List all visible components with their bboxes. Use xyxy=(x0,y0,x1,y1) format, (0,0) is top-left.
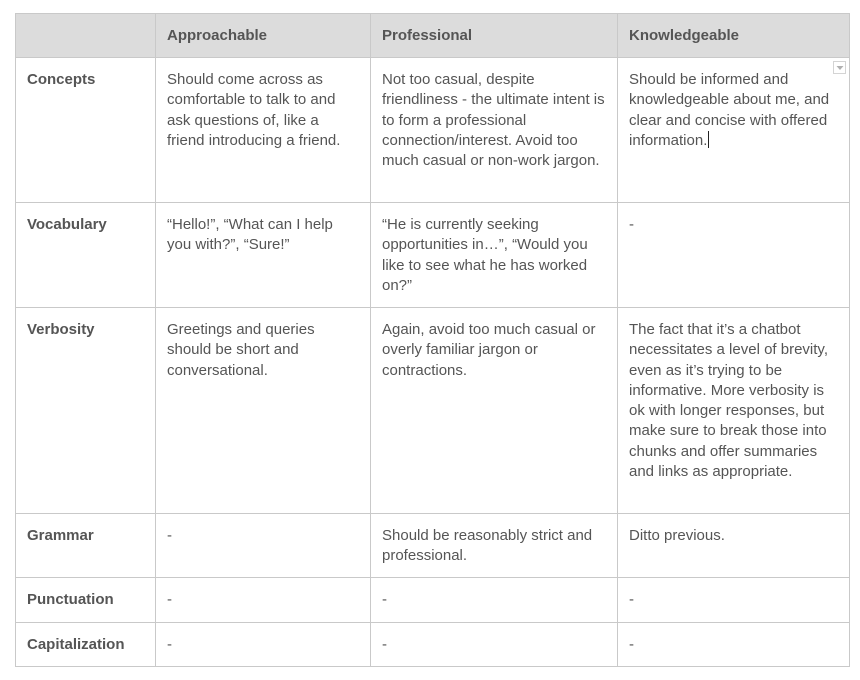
table-row-verbosity xyxy=(16,308,850,514)
row-label-punctuation[interactable]: Punctuation xyxy=(16,578,156,623)
table-cell[interactable]: Should be reasonably strict and professional. xyxy=(371,514,618,578)
row-label-vocabulary[interactable]: Vocabulary xyxy=(16,203,156,308)
table-cell[interactable]: - xyxy=(618,578,850,623)
table-cell[interactable]: “Hello!”, “What can I help you with?”, “Sure!” xyxy=(156,203,371,308)
table-cell[interactable]: Ditto previous. xyxy=(618,514,850,578)
table-row-vocabulary xyxy=(16,203,850,308)
header-cell-knowledgeable[interactable]: Knowledgeable xyxy=(618,14,850,58)
table-cell[interactable]: - xyxy=(618,203,850,308)
table-row-grammar xyxy=(16,514,850,578)
row-label-grammar[interactable]: Grammar xyxy=(16,514,156,578)
table-cell-active[interactable] xyxy=(618,58,850,203)
cell-menu-button[interactable] xyxy=(833,61,846,74)
table-cell[interactable]: - xyxy=(156,578,371,623)
table-cell[interactable]: - xyxy=(618,623,850,667)
header-cell-empty[interactable] xyxy=(16,14,156,58)
table-cell[interactable]: - xyxy=(156,623,371,667)
voice-tone-table xyxy=(15,13,850,667)
table-cell[interactable]: - xyxy=(371,578,618,623)
header-row xyxy=(16,14,850,58)
text-cursor-icon xyxy=(708,131,709,148)
table-cell[interactable]: Again, avoid too much casual or overly familiar jargon or contractions. xyxy=(371,308,618,514)
table-cell[interactable]: “He is currently seeking opportunities in…”, “Would you like to see what he has worked on?” xyxy=(371,203,618,308)
table-cell[interactable]: - xyxy=(371,623,618,667)
table-cell[interactable]: Not too casual, despite friendliness - the ultimate intent is to form a professional connection/interest. Avoid too much casual or non-work jargon. xyxy=(371,58,618,203)
cell-text: Should be informed and knowledgeable about me, and clear and concise with offered information. xyxy=(629,71,830,149)
table-row-concepts xyxy=(16,58,850,203)
table-row-punctuation xyxy=(16,578,850,623)
row-label-verbosity[interactable]: Verbosity xyxy=(16,308,156,514)
row-label-concepts[interactable]: Concepts xyxy=(16,58,156,203)
table-cell[interactable]: - xyxy=(156,514,371,578)
header-cell-professional[interactable]: Professional xyxy=(371,14,618,58)
table-cell[interactable]: Should come across as comfortable to talk to and ask questions of, like a friend introducing a friend. xyxy=(156,58,371,203)
header-cell-approachable[interactable]: Approachable xyxy=(156,14,371,58)
table-row-capitalization xyxy=(16,623,850,667)
table-cell[interactable]: Greetings and queries should be short and conversational. xyxy=(156,308,371,514)
row-label-capitalization[interactable]: Capitalization xyxy=(16,623,156,667)
table-cell[interactable]: The fact that it’s a chatbot necessitates a level of brevity, even as it’s trying to be informative. More verbosity is ok with longer responses, but make sure to break those into chunks and offer summaries and links as appropriate. xyxy=(618,308,850,514)
